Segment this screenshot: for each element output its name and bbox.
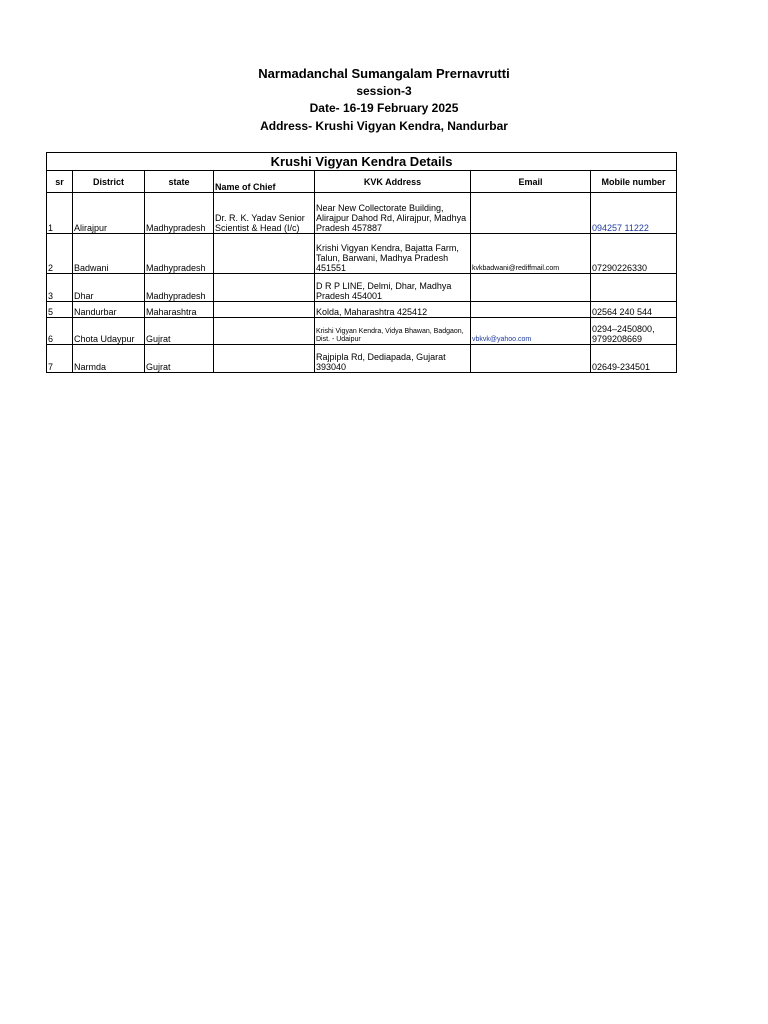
cell-district: Dhar — [73, 274, 145, 302]
cell-chief — [214, 234, 315, 274]
cell-chief — [214, 318, 315, 345]
table-title-row — [47, 153, 677, 171]
cell-sr: 5 — [47, 302, 73, 318]
cell-address: Kolda, Maharashtra 425412 — [315, 302, 471, 318]
cell-email: kvkbadwani@rediffmail.com — [471, 234, 591, 274]
cell-mobile: 02649-234501 — [591, 345, 677, 373]
cell-address: Krishi Vigyan Kendra, Bajatta Farm, Talun, Barwani, Madhya Pradesh 451551 — [315, 234, 471, 274]
cell-mobile: 07290226330 — [591, 234, 677, 274]
cell-address: Krishi Vigyan Kendra, Vidya Bhawan, Badgaon, Dist. - Udaipur — [315, 318, 471, 345]
table-row — [47, 318, 677, 345]
session-label: session-3 — [356, 84, 412, 98]
document-title: Narmadanchal Sumangalam Prernavrutti — [258, 66, 510, 81]
column-header-mobile: Mobile number — [591, 171, 677, 193]
cell-email[interactable]: vbkvk@yahoo.com — [471, 318, 591, 345]
cell-chief — [214, 302, 315, 318]
cell-sr: 2 — [47, 234, 73, 274]
table-row — [47, 302, 677, 318]
cell-address: Rajpipla Rd, Dediapada, Gujarat 393040 — [315, 345, 471, 373]
table-row — [47, 193, 677, 234]
cell-email — [471, 345, 591, 373]
table-header-row — [47, 171, 677, 193]
cell-email — [471, 302, 591, 318]
cell-sr: 6 — [47, 318, 73, 345]
column-header-district: District — [73, 171, 145, 193]
cell-email — [471, 193, 591, 234]
cell-district: Alirajpur — [73, 193, 145, 234]
column-header-chief: Name of Chief — [214, 171, 315, 193]
cell-state: Maharashtra — [145, 302, 214, 318]
cell-chief — [214, 274, 315, 302]
cell-address: Near New Collectorate Building, Alirajpur Dahod Rd, Alirajpur, Madhya Pradesh 457887 — [315, 193, 471, 234]
address-label: Address- Krushi Vigyan Kendra, Nandurbar — [260, 119, 508, 133]
cell-address: D R P LINE, Delmi, Dhar, Madhya Pradesh 454001 — [315, 274, 471, 302]
table-row — [47, 274, 677, 302]
cell-district: Nandurbar — [73, 302, 145, 318]
cell-sr: 1 — [47, 193, 73, 234]
column-header-email: Email — [471, 171, 591, 193]
cell-mobile[interactable]: 094257 11222 — [591, 193, 677, 234]
table-row — [47, 234, 677, 274]
cell-chief: Dr. R. K. Yadav Senior Scientist & Head (I/c) — [214, 193, 315, 234]
cell-mobile: 02564 240 544 — [591, 302, 677, 318]
kvk-details-table — [46, 152, 677, 373]
cell-chief — [214, 345, 315, 373]
cell-state: Madhypradesh — [145, 234, 214, 274]
cell-district: Narmda — [73, 345, 145, 373]
cell-district: Badwani — [73, 234, 145, 274]
cell-sr: 3 — [47, 274, 73, 302]
column-header-state: state — [145, 171, 214, 193]
cell-district: Chota Udaypur — [73, 318, 145, 345]
cell-mobile — [591, 274, 677, 302]
date-label: Date- 16-19 February 2025 — [309, 101, 459, 115]
table-title: Krushi Vigyan Kendra Details — [47, 153, 677, 171]
table-row — [47, 345, 677, 373]
column-header-sr: sr — [47, 171, 73, 193]
cell-sr: 7 — [47, 345, 73, 373]
cell-mobile: 0294–2450800, 9799208669 — [591, 318, 677, 345]
cell-state: Gujrat — [145, 345, 214, 373]
cell-state: Madhypradesh — [145, 193, 214, 234]
cell-state: Gujrat — [145, 318, 214, 345]
cell-state: Madhypradesh — [145, 274, 214, 302]
cell-email — [471, 274, 591, 302]
column-header-address: KVK Address — [315, 171, 471, 193]
